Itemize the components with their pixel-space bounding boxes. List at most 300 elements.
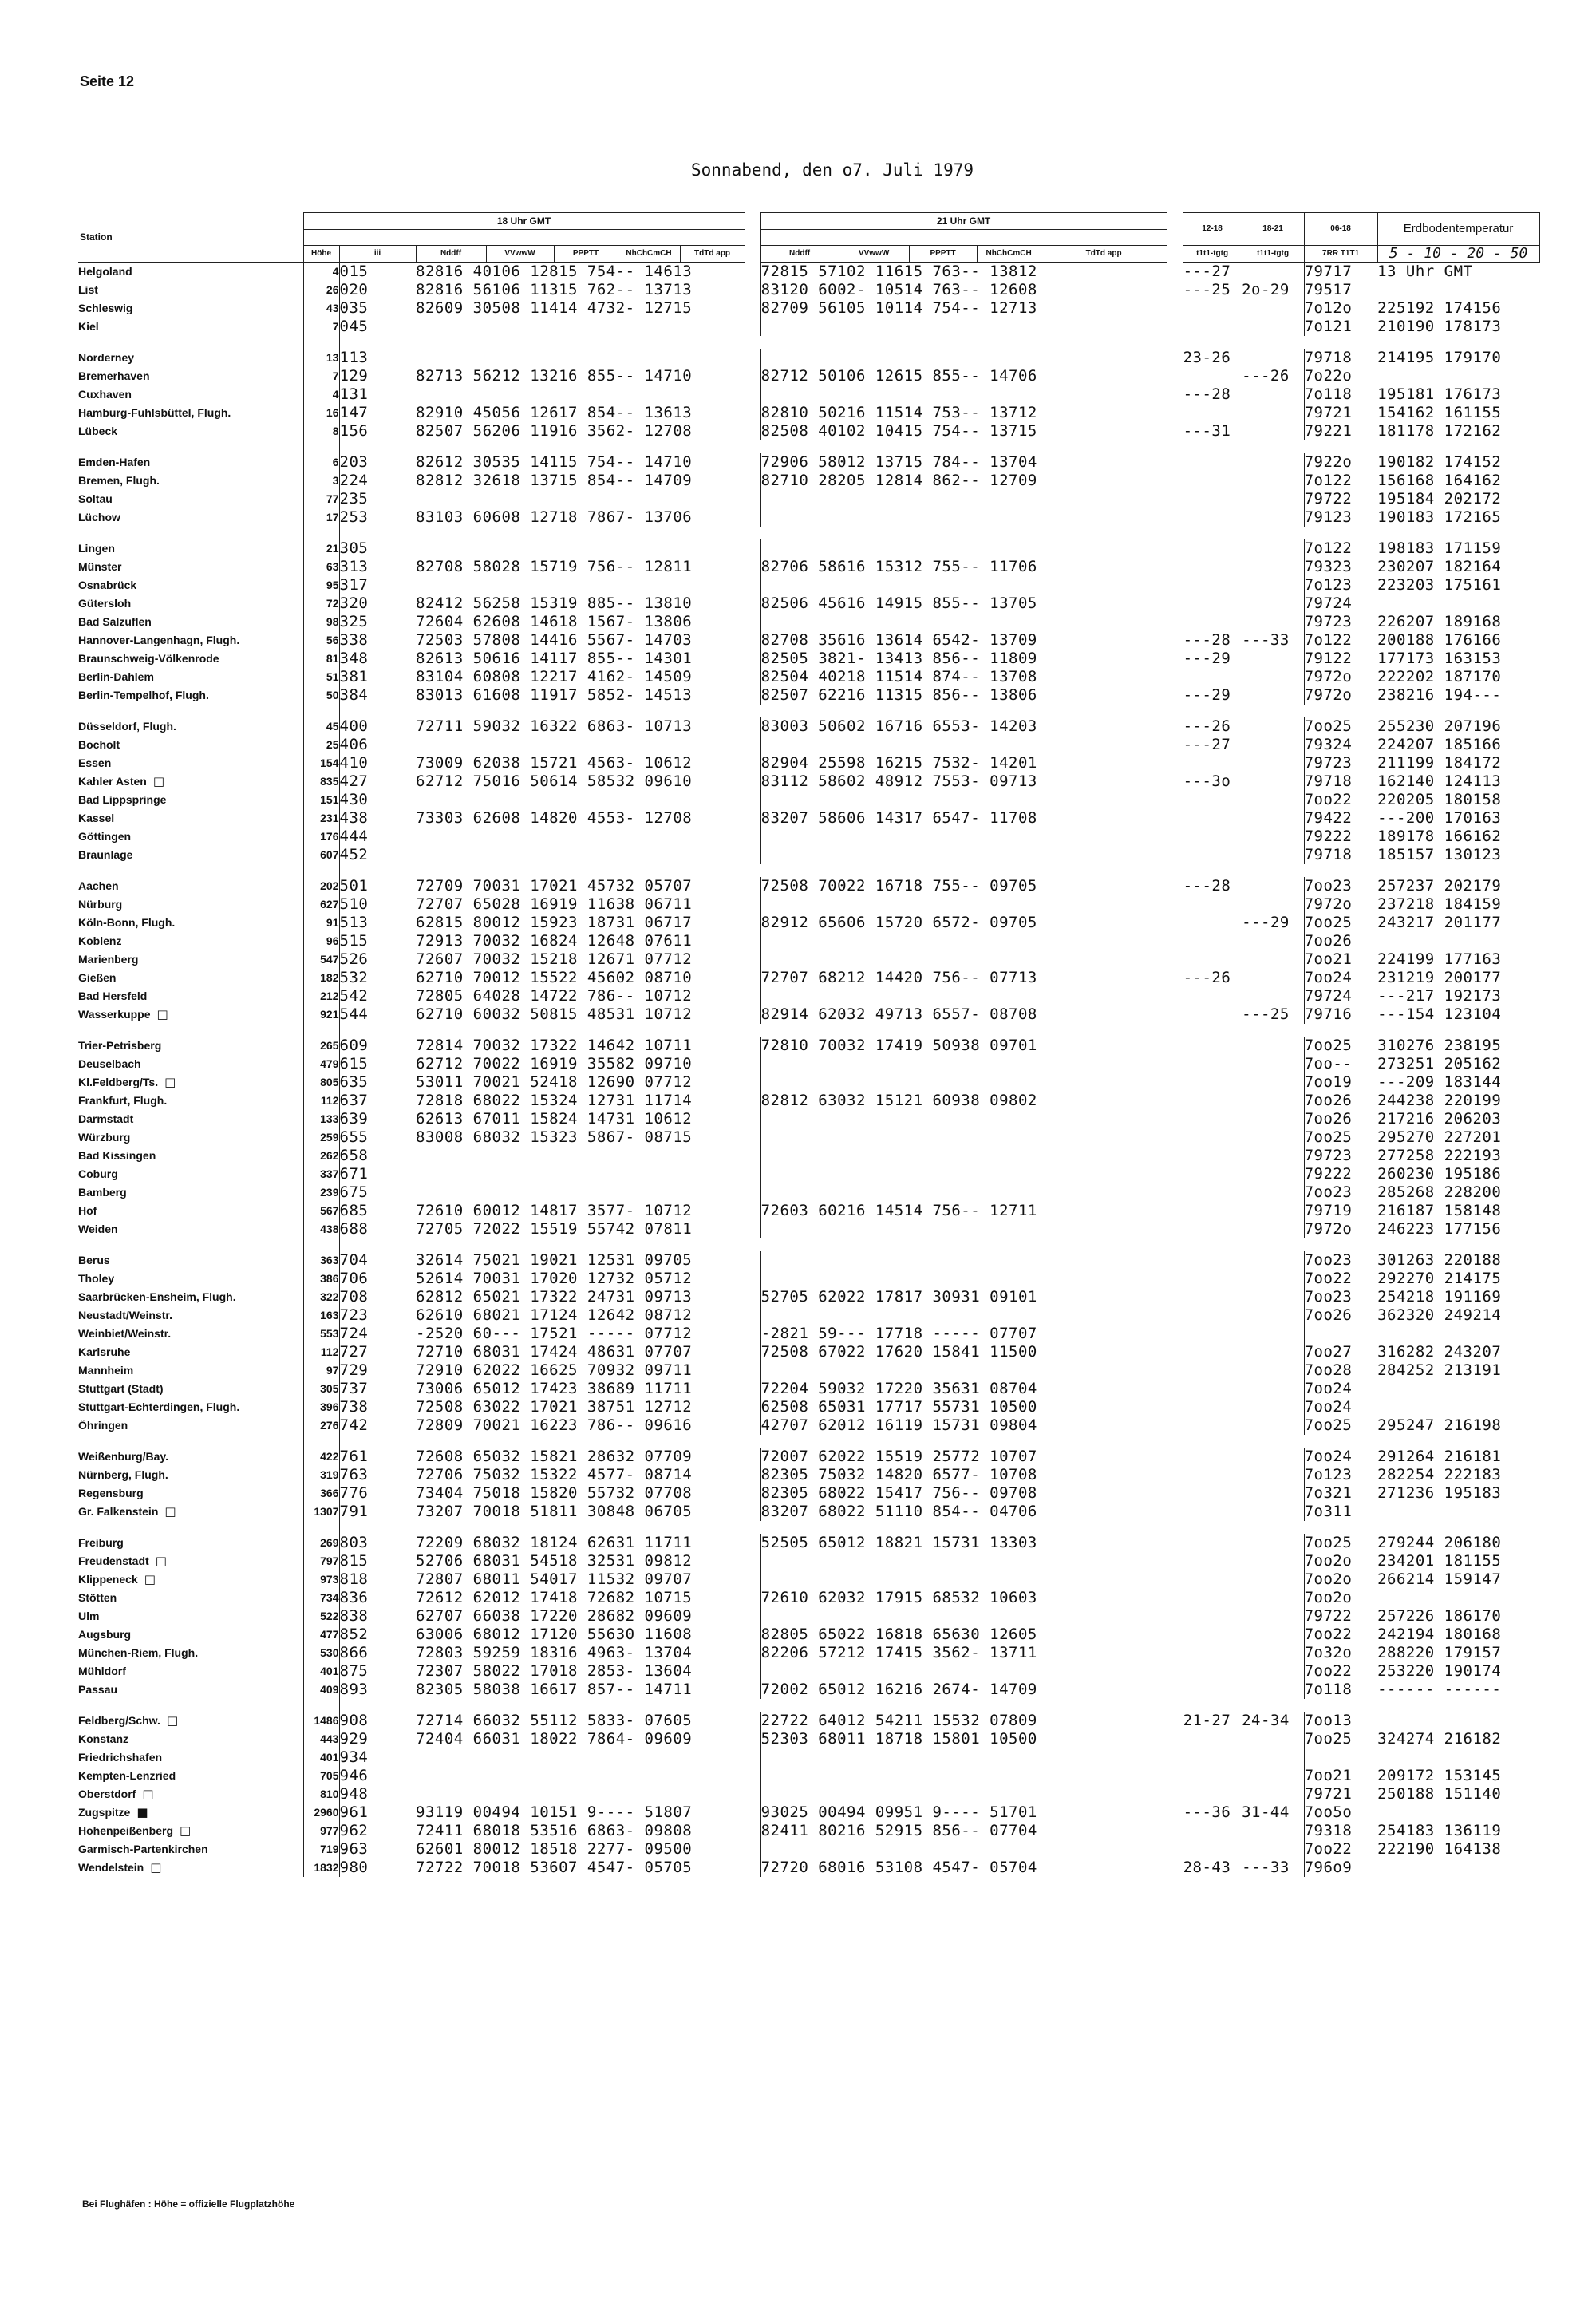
temp-range-2 bbox=[1242, 558, 1304, 576]
obs-21utc: -2821 59--- 17718 ----- 07707 bbox=[760, 1325, 1183, 1343]
station-height: 6 bbox=[303, 453, 339, 472]
table-row bbox=[78, 1859, 1539, 1877]
temp-range-1 bbox=[1183, 299, 1242, 318]
temp-range-2 bbox=[1242, 1840, 1304, 1859]
obs-21utc bbox=[760, 318, 1183, 336]
soil-temperature bbox=[1377, 1380, 1539, 1398]
soil-temperature: 210190 178173 bbox=[1377, 318, 1502, 335]
soil-temperature: 224199 177163 bbox=[1377, 950, 1502, 968]
station-name bbox=[78, 877, 303, 895]
temp-range-1 bbox=[1183, 1343, 1242, 1361]
temp-range-2 bbox=[1242, 1128, 1304, 1147]
station-name bbox=[78, 914, 303, 932]
temp-range-1 bbox=[1183, 1484, 1242, 1503]
table-row bbox=[78, 1288, 1539, 1306]
temp-range-2 bbox=[1242, 1380, 1304, 1398]
precip-tmax: 7oo26 bbox=[1304, 1092, 1377, 1110]
station-name bbox=[78, 1380, 303, 1398]
station-label: Braunschweig-Völkenrode bbox=[78, 652, 219, 665]
station-name bbox=[78, 1288, 303, 1306]
precip-tmax: 7oo25 bbox=[1304, 1534, 1377, 1552]
station-label: Ulm bbox=[78, 1610, 100, 1622]
temp-range-2 bbox=[1242, 1662, 1304, 1681]
table-row bbox=[78, 404, 1539, 422]
station-name bbox=[78, 717, 303, 736]
obs-21utc bbox=[760, 1073, 1183, 1092]
temp-range-1 bbox=[1183, 1662, 1242, 1681]
station-label: Schleswig bbox=[78, 302, 133, 314]
obs-21utc: 82912 65606 15720 6572- 09705 bbox=[760, 914, 1183, 932]
temp-range-2 bbox=[1242, 686, 1304, 705]
station-index: 908 bbox=[339, 1712, 369, 1729]
temp-range-2 bbox=[1242, 490, 1304, 508]
table-row bbox=[78, 1730, 1539, 1748]
obs-18utc: 82713 56212 13216 855-- 14710 bbox=[416, 367, 693, 385]
obs-18utc: 72711 59032 16322 6863- 10713 bbox=[416, 717, 693, 735]
station-height: 112 bbox=[303, 1092, 339, 1110]
obs-18utc: 72612 62012 17418 72682 10715 bbox=[416, 1589, 693, 1606]
soil-temperature: 217216 206203 bbox=[1377, 1110, 1502, 1128]
station-label: Wendelstein bbox=[78, 1861, 144, 1874]
temp-range-1 bbox=[1183, 1644, 1242, 1662]
obs-18utc bbox=[416, 490, 760, 508]
station-name bbox=[78, 1306, 303, 1325]
station-height: 734 bbox=[303, 1589, 339, 1607]
temp-range-1 bbox=[1183, 1005, 1242, 1024]
station-height: 63 bbox=[303, 558, 339, 576]
obs-18utc: 63006 68012 17120 55630 11608 bbox=[416, 1626, 693, 1643]
range-2-header: 18-21 bbox=[1242, 213, 1304, 246]
precip-tmax: 7922o bbox=[1304, 453, 1377, 472]
station-height: 567 bbox=[303, 1202, 339, 1220]
obs-18utc bbox=[416, 1183, 760, 1202]
temp-range-1 bbox=[1183, 950, 1242, 969]
obs-18utc: 52614 70031 17020 12732 05712 bbox=[416, 1270, 693, 1287]
obs-18utc: 82910 45056 12617 854-- 13613 bbox=[416, 404, 693, 421]
station-name bbox=[78, 1859, 303, 1877]
obs-18utc: 32614 75021 19021 12531 09705 bbox=[416, 1251, 693, 1269]
obs-18utc: 83103 60608 12718 7867- 13706 bbox=[416, 508, 693, 526]
station-name bbox=[78, 558, 303, 576]
station-index: 526 bbox=[339, 950, 369, 968]
station-name bbox=[78, 1128, 303, 1147]
station-height: 45 bbox=[303, 717, 339, 736]
vvwww-header: VVwwW bbox=[486, 246, 554, 263]
precip-tmax: 7o321 bbox=[1304, 1484, 1377, 1503]
temp-range-1 bbox=[1183, 453, 1242, 472]
table-row bbox=[78, 422, 1539, 440]
obs-18utc: 83013 61608 11917 5852- 14513 bbox=[416, 686, 693, 704]
precip-tmax: 7oo24 bbox=[1304, 1448, 1377, 1466]
temp-range-1: ---29 bbox=[1183, 686, 1242, 705]
station-height: 25 bbox=[303, 736, 339, 754]
table-row bbox=[78, 895, 1539, 914]
precip-tmax: 7oo25 bbox=[1304, 1128, 1377, 1147]
station-index: 515 bbox=[339, 932, 369, 950]
precip-tmax: 7oo23 bbox=[1304, 1183, 1377, 1202]
temp-range-2 bbox=[1242, 668, 1304, 686]
temp-range-1 bbox=[1183, 1183, 1242, 1202]
obs-21utc bbox=[760, 791, 1183, 809]
temp-range-1 bbox=[1183, 1270, 1242, 1288]
station-name bbox=[78, 754, 303, 772]
station-name bbox=[78, 668, 303, 686]
temp-range-1: ---27 bbox=[1183, 736, 1242, 754]
station-index: 400 bbox=[339, 717, 369, 735]
precip-tmax: 7oo24 bbox=[1304, 969, 1377, 987]
station-index: 452 bbox=[339, 846, 369, 863]
station-index: 893 bbox=[339, 1681, 369, 1698]
obs-21utc: 82810 50216 11514 753-- 13712 bbox=[760, 404, 1183, 422]
obs-21utc: 82805 65022 16818 65630 12605 bbox=[760, 1626, 1183, 1644]
obs-18utc: 72307 58022 17018 2853- 13604 bbox=[416, 1662, 693, 1680]
soil-temperature: 301263 220188 bbox=[1377, 1251, 1502, 1269]
vvwww-header-21: VVwwW bbox=[839, 246, 909, 263]
temp-range-2 bbox=[1242, 1055, 1304, 1073]
precip-tmax: 796o9 bbox=[1304, 1859, 1377, 1877]
station-height: 409 bbox=[303, 1681, 339, 1699]
temp-range-2 bbox=[1242, 263, 1304, 282]
station-label: Trier-Petrisberg bbox=[78, 1039, 162, 1052]
station-label: Freiburg bbox=[78, 1536, 124, 1549]
station-name bbox=[78, 1325, 303, 1343]
precip-tmax: 7oo22 bbox=[1304, 1840, 1377, 1859]
obs-18utc: 72910 62022 16625 70932 09711 bbox=[416, 1361, 693, 1379]
station-index: 637 bbox=[339, 1092, 369, 1109]
obs-21utc: 82508 40102 10415 754-- 13715 bbox=[760, 422, 1183, 440]
station-index: 838 bbox=[339, 1607, 369, 1625]
temp-range-1 bbox=[1183, 576, 1242, 595]
station-index: 609 bbox=[339, 1037, 369, 1054]
station-label: Weiden bbox=[78, 1223, 118, 1235]
obs-21utc bbox=[760, 1128, 1183, 1147]
precip-tmax bbox=[1304, 1748, 1377, 1767]
station-name bbox=[78, 791, 303, 809]
soil-temperature: 220205 180158 bbox=[1377, 791, 1502, 808]
table-row bbox=[78, 809, 1539, 828]
station-name bbox=[78, 1503, 303, 1521]
obs-18utc: 72508 63022 17021 38751 12712 bbox=[416, 1398, 693, 1416]
soil-temperature: 237218 184159 bbox=[1377, 895, 1502, 913]
station-name bbox=[78, 385, 303, 404]
temp-range-1 bbox=[1183, 1466, 1242, 1484]
station-height: 50 bbox=[303, 686, 339, 705]
precip-tmax: 7oo19 bbox=[1304, 1073, 1377, 1092]
temp-range-1 bbox=[1183, 1589, 1242, 1607]
station-label: Öhringen bbox=[78, 1419, 128, 1432]
soil-temperature bbox=[1377, 1503, 1539, 1521]
table-row bbox=[78, 1361, 1539, 1380]
soil-temperature: 223203 175161 bbox=[1377, 576, 1502, 594]
temp-range-1 bbox=[1183, 914, 1242, 932]
group-spacer bbox=[78, 1024, 1539, 1037]
temp-range-1 bbox=[1183, 1730, 1242, 1748]
obs-21utc: 72815 57102 11615 763-- 13812 bbox=[760, 263, 1183, 282]
mountain-station-icon: ■ bbox=[136, 1805, 148, 1819]
station-label: Bamberg bbox=[78, 1186, 127, 1199]
station-height: 443 bbox=[303, 1730, 339, 1748]
obs-21utc: 82710 28205 12814 862-- 12709 bbox=[760, 472, 1183, 490]
soil-temperature: 282254 222183 bbox=[1377, 1466, 1502, 1483]
table-row bbox=[78, 1055, 1539, 1073]
temp-range-1: ---25 bbox=[1183, 281, 1242, 299]
precip-tmax: 79724 bbox=[1304, 987, 1377, 1005]
table-row bbox=[78, 1165, 1539, 1183]
station-index: 203 bbox=[339, 453, 369, 471]
soil-temperature: 189178 166162 bbox=[1377, 828, 1502, 845]
station-index: 438 bbox=[339, 809, 369, 827]
temp-range-1 bbox=[1183, 1681, 1242, 1699]
range-2-sub: t1t1-tgtg bbox=[1242, 246, 1304, 263]
soil-temperature: 246223 177156 bbox=[1377, 1220, 1502, 1238]
station-label: Norderney bbox=[78, 351, 135, 364]
station-label: Göttingen bbox=[78, 830, 132, 843]
obs-21utc bbox=[760, 846, 1183, 864]
station-label: Hannover-Langenhagn, Flugh. bbox=[78, 634, 240, 646]
obs-18utc: 72705 72022 15519 55742 07811 bbox=[416, 1220, 693, 1238]
obs-18utc bbox=[416, 1748, 760, 1767]
temp-range-2 bbox=[1242, 1398, 1304, 1416]
temp-range-1 bbox=[1183, 1626, 1242, 1644]
obs-18utc: 73009 62038 15721 4563- 10612 bbox=[416, 754, 693, 772]
mountain-station-icon: □ bbox=[155, 1554, 167, 1568]
temp-range-1 bbox=[1183, 1748, 1242, 1767]
station-label: Kiel bbox=[78, 320, 99, 333]
station-index: 635 bbox=[339, 1073, 369, 1091]
temp-range-1 bbox=[1183, 1570, 1242, 1589]
temp-range-2 bbox=[1242, 1361, 1304, 1380]
temp-range-1 bbox=[1183, 1503, 1242, 1521]
temp-range-2 bbox=[1242, 1552, 1304, 1570]
temp-range-1: ---28 bbox=[1183, 631, 1242, 650]
precip-tmax: 7oo23 bbox=[1304, 1251, 1377, 1270]
station-label: Düsseldorf, Flugh. bbox=[78, 720, 176, 733]
station-label: Freudenstadt bbox=[78, 1554, 149, 1567]
group-spacer bbox=[78, 440, 1539, 453]
station-height: 3 bbox=[303, 472, 339, 490]
temp-range-2 bbox=[1242, 1165, 1304, 1183]
temp-range-1: ---26 bbox=[1183, 717, 1242, 736]
station-index: 934 bbox=[339, 1748, 369, 1766]
mountain-station-icon: □ bbox=[164, 1075, 176, 1089]
ppptt-header: PPPTT bbox=[554, 246, 618, 263]
station-height: 259 bbox=[303, 1128, 339, 1147]
station-name bbox=[78, 1662, 303, 1681]
station-index: 532 bbox=[339, 969, 369, 986]
obs-21utc: 82709 56105 10114 754-- 12713 bbox=[760, 299, 1183, 318]
station-name bbox=[78, 1589, 303, 1607]
temp-range-1 bbox=[1183, 791, 1242, 809]
obs-18utc bbox=[416, 828, 760, 846]
obs-21utc bbox=[760, 1361, 1183, 1380]
obs-18utc bbox=[416, 385, 760, 404]
station-label: Kassel bbox=[78, 812, 115, 824]
table-row bbox=[78, 668, 1539, 686]
soil-temperature bbox=[1377, 281, 1539, 299]
table-row bbox=[78, 969, 1539, 987]
obs-18utc bbox=[416, 1767, 760, 1785]
temp-range-1 bbox=[1183, 1092, 1242, 1110]
station-label: Garmisch-Partenkirchen bbox=[78, 1843, 208, 1855]
obs-18utc: 62710 70012 15522 45602 08710 bbox=[416, 969, 693, 986]
table-row bbox=[78, 595, 1539, 613]
station-label: Mühldorf bbox=[78, 1665, 126, 1677]
station-height: 202 bbox=[303, 877, 339, 895]
table-row bbox=[78, 1325, 1539, 1343]
obs-21utc bbox=[760, 539, 1183, 558]
station-height: 705 bbox=[303, 1767, 339, 1785]
station-label: Essen bbox=[78, 757, 112, 769]
station-index: 737 bbox=[339, 1380, 369, 1397]
station-name bbox=[78, 1251, 303, 1270]
obs-21utc: 82812 63032 15121 60938 09802 bbox=[760, 1092, 1183, 1110]
obs-21utc: 72810 70032 17419 50938 09701 bbox=[760, 1037, 1183, 1055]
station-name bbox=[78, 453, 303, 472]
station-name bbox=[78, 1110, 303, 1128]
obs-18utc bbox=[416, 736, 760, 754]
mountain-station-icon: □ bbox=[150, 1860, 162, 1874]
precip-tmax: 7oo24 bbox=[1304, 1398, 1377, 1416]
obs-21utc bbox=[760, 1165, 1183, 1183]
obs-18utc: 62812 65021 17322 24731 09713 bbox=[416, 1288, 693, 1306]
precip-tmax: 7oo25 bbox=[1304, 1416, 1377, 1435]
temp-range-2 bbox=[1242, 472, 1304, 490]
station-height: 239 bbox=[303, 1183, 339, 1202]
soil-temperature: 195184 202172 bbox=[1377, 490, 1502, 508]
obs-18utc: 82507 56206 11916 3562- 12708 bbox=[416, 422, 693, 440]
temp-range-2 bbox=[1242, 1785, 1304, 1803]
station-label: Regensburg bbox=[78, 1487, 144, 1499]
station-index: 317 bbox=[339, 576, 369, 594]
temp-range-1: 28-43 bbox=[1183, 1859, 1242, 1877]
table-row bbox=[78, 772, 1539, 791]
soil-temperature: 255230 207196 bbox=[1377, 717, 1502, 735]
precip-tmax: 79318 bbox=[1304, 1822, 1377, 1840]
station-height: 8 bbox=[303, 422, 339, 440]
station-name bbox=[78, 1343, 303, 1361]
soil-temperature: 214195 179170 bbox=[1377, 349, 1502, 366]
station-name bbox=[78, 736, 303, 754]
temp-range-1 bbox=[1183, 828, 1242, 846]
obs-21utc: 72610 62032 17915 68532 10603 bbox=[760, 1589, 1183, 1607]
precip-tmax: 7oo25 bbox=[1304, 1037, 1377, 1055]
soil-temperature bbox=[1377, 595, 1539, 613]
station-name bbox=[78, 1165, 303, 1183]
obs-21utc bbox=[760, 1552, 1183, 1570]
station-name bbox=[78, 490, 303, 508]
station-index: 929 bbox=[339, 1730, 369, 1748]
temp-range-2 bbox=[1242, 828, 1304, 846]
precip-tmax: 7972o bbox=[1304, 1220, 1377, 1238]
obs-18utc: 52706 68031 54518 32531 09812 bbox=[416, 1552, 693, 1570]
temp-range-2 bbox=[1242, 1147, 1304, 1165]
temp-range-2 bbox=[1242, 453, 1304, 472]
group-spacer bbox=[78, 864, 1539, 877]
temp-range-1 bbox=[1183, 754, 1242, 772]
station-index: 639 bbox=[339, 1110, 369, 1128]
station-height: 973 bbox=[303, 1570, 339, 1589]
obs-21utc bbox=[760, 1767, 1183, 1785]
temp-range-2 bbox=[1242, 1466, 1304, 1484]
station-height: 16 bbox=[303, 404, 339, 422]
obs-21utc: 82305 75032 14820 6577- 10708 bbox=[760, 1466, 1183, 1484]
temp-range-2: 31-44 bbox=[1242, 1803, 1290, 1821]
temp-range-1: ---28 bbox=[1183, 385, 1242, 404]
precip-tmax: 7oo23 bbox=[1304, 1288, 1377, 1306]
station-index: 427 bbox=[339, 772, 369, 790]
obs-18utc bbox=[416, 1147, 760, 1165]
obs-21utc: 72508 70022 16718 755-- 09705 bbox=[760, 877, 1183, 895]
temp-range-1 bbox=[1183, 1607, 1242, 1626]
precip-tmax: 7oo22 bbox=[1304, 791, 1377, 809]
iii-header: iii bbox=[339, 246, 416, 263]
station-name bbox=[78, 508, 303, 527]
group-spacer bbox=[78, 336, 1539, 349]
station-name bbox=[78, 1748, 303, 1767]
obs-18utc: 62613 67011 15824 14731 10612 bbox=[416, 1110, 693, 1128]
station-label: Cuxhaven bbox=[78, 388, 132, 401]
temp-range-2 bbox=[1242, 1484, 1304, 1503]
obs-18utc: 72610 60012 14817 3577- 10712 bbox=[416, 1202, 693, 1219]
station-height: 7 bbox=[303, 318, 339, 336]
station-height: 13 bbox=[303, 349, 339, 367]
obs-21utc bbox=[760, 932, 1183, 950]
obs-21utc: 72720 68016 53108 4547- 05704 bbox=[760, 1859, 1183, 1877]
station-index: 708 bbox=[339, 1288, 369, 1306]
obs-21utc: 83207 68022 51110 854-- 04706 bbox=[760, 1503, 1183, 1521]
obs-18utc: 82412 56258 15319 885-- 13810 bbox=[416, 595, 693, 612]
obs-21utc: 82206 57212 17415 3562- 13711 bbox=[760, 1644, 1183, 1662]
table-row bbox=[78, 1398, 1539, 1416]
station-name bbox=[78, 1681, 303, 1699]
table-row bbox=[78, 385, 1539, 404]
station-height: 479 bbox=[303, 1055, 339, 1073]
station-label: Kempten-Lenzried bbox=[78, 1769, 176, 1782]
soil-temperature: 260230 195186 bbox=[1377, 1165, 1502, 1183]
station-height: 386 bbox=[303, 1270, 339, 1288]
station-height: 522 bbox=[303, 1607, 339, 1626]
temp-range-1: ---36 bbox=[1183, 1803, 1242, 1822]
station-index: 325 bbox=[339, 613, 369, 630]
station-index: 791 bbox=[339, 1503, 369, 1520]
temp-range-2 bbox=[1242, 717, 1304, 736]
soil-depths-header: 5 - 10 - 20 - 50 bbox=[1377, 246, 1539, 263]
temp-range-2 bbox=[1242, 1037, 1304, 1055]
soil-temperature: 222202 187170 bbox=[1377, 668, 1502, 685]
temp-range-1 bbox=[1183, 1552, 1242, 1570]
station-height: 322 bbox=[303, 1288, 339, 1306]
station-index: 818 bbox=[339, 1570, 369, 1588]
obs-18utc bbox=[416, 1165, 760, 1183]
temp-range-2 bbox=[1242, 1073, 1304, 1092]
mountain-station-icon: □ bbox=[156, 1007, 168, 1021]
temp-range-2 bbox=[1242, 895, 1304, 914]
temp-range-1: ---26 bbox=[1183, 969, 1242, 987]
temp-range-2: ---25 bbox=[1242, 1005, 1290, 1023]
obs-21utc bbox=[760, 1570, 1183, 1589]
station-label: Lüchow bbox=[78, 511, 120, 523]
precip-tmax: 7oo-- bbox=[1304, 1055, 1377, 1073]
temp-range-1 bbox=[1183, 1448, 1242, 1466]
table-row bbox=[78, 349, 1539, 367]
station-index: 948 bbox=[339, 1785, 369, 1803]
station-name bbox=[78, 1092, 303, 1110]
obs-21utc bbox=[760, 1607, 1183, 1626]
precip-tmax bbox=[1304, 1325, 1377, 1343]
station-index: 513 bbox=[339, 914, 369, 931]
station-name bbox=[78, 1183, 303, 1202]
table-row bbox=[78, 299, 1539, 318]
